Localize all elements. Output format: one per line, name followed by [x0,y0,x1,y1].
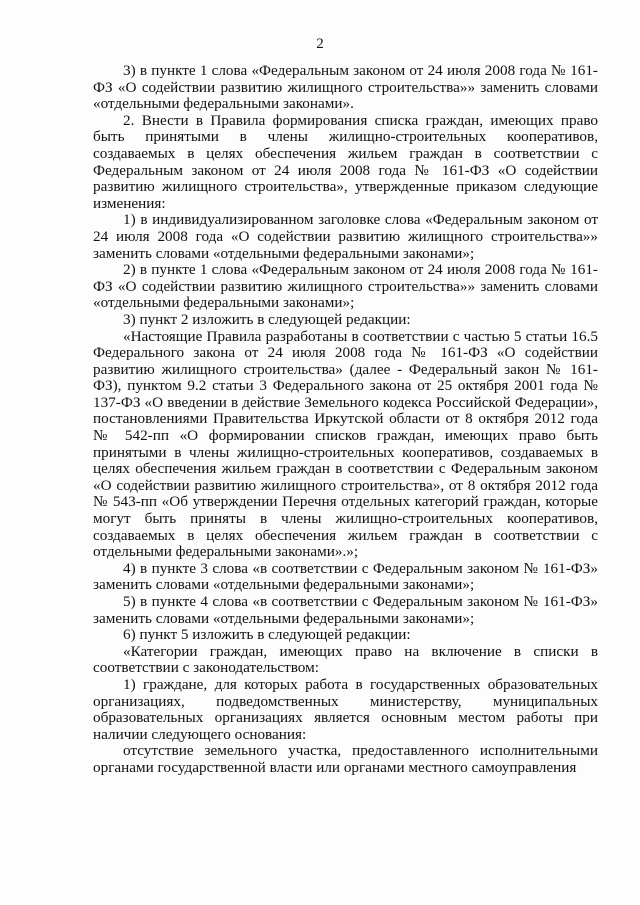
paragraph: 2) в пункте 1 слова «Федеральным законом от 24 июля 2008 года № 161-ФЗ «О содействии развитию жилищного строительства»» заменить словами «отдельными федеральными законами»; [93,261,598,312]
paragraph: 6) пункт 5 изложить в следующей редакции: [123,626,411,644]
paragraph: «Настоящие Правила разработаны в соответствии с частью 5 статьи 16.5 Федерального закона от 24 июля 2008 года № 161-ФЗ «О содействии развитию жилищного строительства» (далее - Федеральный закон № 161-ФЗ), пунктом 9.2 статьи 3 Федерального закона от 25 октября 2001 года № 137-ФЗ «О введении в действие Земельного кодекса Российской Федерации», постановлениями Правительства Иркутской области от 8 октября 2012 года № 542-пп «О формировании списков граждан, имеющих право быть принятыми в члены жилищно-строительных кооперативов, создаваемых в целях обеспечения жильем граждан в соответствии с Федеральным законом «О содействии развитию жилищного строительства», от 8 октября 2012 года № 543-пп «Об утверждении Перечня отдельных категорий граждан, которые могут быть приняты в члены жилищно-строительных кооперативов, создаваемых в целях обеспечения жильем граждан в соответствии с отдельными федеральными законами».»; [93,327,598,561]
paragraph: 1) граждане, для которых работа в государственных образовательных организациях, подведомственных министерству, муниципальных образовательных организациях является основным местом работы при наличии следующего основания: [93,675,598,743]
paragraph: 2. Внести в Правила формирования списка граждан, имеющих право быть принятыми в члены жилищно-строительных кооперативов, создаваемых в целях обеспечения жильем граждан в соответствии с Федеральным законом от 24 июля 2008 года № 161-ФЗ «О содействии развитию жилищного строительства», утвержденные приказом следующие изменения: [93,111,598,212]
paragraph: 1) в индивидуализированном заголовке слова «Федеральным законом от 24 июля 2008 года «О содействии развитию жилищного строительства»» заменить словами «отдельными федеральными законами»; [93,211,598,262]
document-body [93,63,598,777]
page-number: 2 [316,36,324,52]
paragraph: «Категории граждан, имеющих право на включение в списки в соответствии с законодательством: [93,642,598,677]
paragraph: 4) в пункте 3 слова «в соответствии с Федеральным законом № 161-ФЗ» заменить словами «отдельными федеральными законами»; [93,559,598,594]
paragraph: отсутствие земельного участка, предоставленного исполнительными органами государственной власти или органами местного самоуправления [93,742,598,776]
paragraph: 5) в пункте 4 слова «в соответствии с Федеральным законом № 161-ФЗ» заменить словами «отдельными федеральными законами»; [93,593,598,627]
paragraph: 3) в пункте 1 слова «Федеральным законом от 24 июля 2008 года № 161-ФЗ «О содействии развитию жилищного строительства»» заменить словами «отдельными федеральными законами». [93,62,598,113]
paragraph: 3) пункт 2 изложить в следующей редакции: [123,310,411,328]
